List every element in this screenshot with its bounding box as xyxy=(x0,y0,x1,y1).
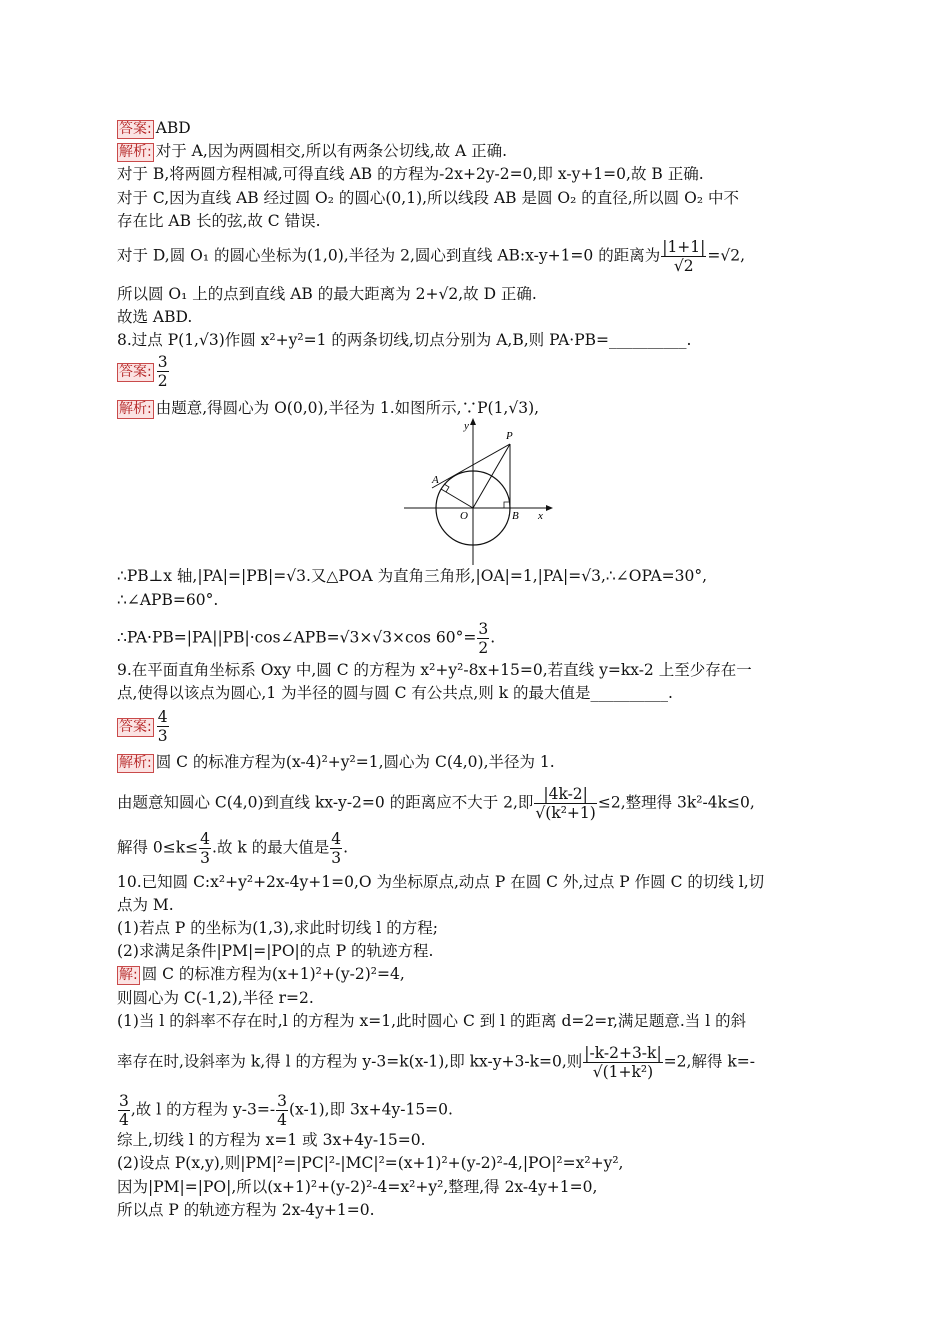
q10-part-1: (1)若点 P 的坐标为(1,3),求此时切线 l 的方程; xyxy=(117,919,438,937)
q8-step-1: ∴PB⊥x 轴,|PA|=|PB|=√3.又△POA 为直角三角形,|OA|=1,|PA|=√3,∴∠OPA=30°, xyxy=(117,567,708,585)
q9-a3-fraction-2 xyxy=(330,830,342,867)
q8-stem: 8.过点 P(1,√3)作圆 x²+y²=1 的两条切线,切点分别为 A,B,则 PA·PB=__________. xyxy=(117,331,692,349)
q7-d1-num: |1+1| xyxy=(662,238,706,256)
q9-a3-mid: .故 k 的最大值是 xyxy=(212,838,330,857)
q7-a1: 对于 A,因为两圆相交,所以有两条公切线,故 A 正确. xyxy=(155,142,508,160)
analysis-tag: 解析: xyxy=(119,144,152,160)
answer-tag: 答案: xyxy=(119,718,152,735)
q10-sol5-den2: 4 xyxy=(277,1111,287,1129)
q7-d1-end: =√2, xyxy=(707,246,746,265)
q8-answer-den: 2 xyxy=(157,372,168,390)
q10-stem-2: 点为 M. xyxy=(117,896,174,914)
q10-solution-7: (2)设点 P(x,y),则|PM|²=|PC|²-|MC|²=(x+1)²+(y-2)²-4,|PO|²=x²+y², xyxy=(117,1154,624,1172)
q7-analysis-d3: 故选 ABD. xyxy=(117,308,193,326)
label-b: B xyxy=(512,510,519,522)
label-a: A xyxy=(432,474,439,486)
q10-sol5-fraction-1 xyxy=(118,1092,130,1129)
q8-step-3 xyxy=(117,620,495,657)
q9-a2-text: 由题意知圆心 C(4,0)到直线 kx-y-2=0 的距离应不大于 2,即 xyxy=(117,793,534,812)
q9-a3-den1: 3 xyxy=(200,849,211,867)
q7-d1-den: √2 xyxy=(673,257,694,275)
q9-a2-den: √(k²+1) xyxy=(535,804,596,822)
q7-answer: ABD xyxy=(155,119,191,137)
q9-a3-num2: 4 xyxy=(331,830,342,848)
analysis-tag: 解析: xyxy=(119,401,152,417)
label-o: O xyxy=(460,510,468,522)
solution-tag: 解: xyxy=(119,967,138,983)
q10-sol5-num1: 3 xyxy=(119,1092,129,1110)
q9-a2-num: |4k-2| xyxy=(534,785,596,804)
q10-solution-5 xyxy=(117,1092,453,1129)
q10-stem-1: 10.已知圆 C:x²+y²+2x-4y+1=0,O 为坐标原点,动点 P 在圆 C 外,过点 P 作圆 C 的切线 l,切 xyxy=(117,873,765,891)
q9-analysis-2 xyxy=(117,785,755,822)
q10-sol4-fraction xyxy=(583,1044,662,1081)
q8-answer-fraction xyxy=(157,353,169,390)
q9-a3-start: 解得 0≤k≤ xyxy=(117,838,199,857)
q10-sol4-den: √(1+k²) xyxy=(592,1063,654,1081)
label-x: x xyxy=(538,510,543,522)
q8-s3-end: . xyxy=(490,628,496,647)
segment-op xyxy=(473,444,510,508)
q9-analysis-3 xyxy=(117,830,348,867)
analysis-tag: 解析: xyxy=(119,755,152,771)
q10-sol4-end: =2,解得 k=- xyxy=(663,1052,755,1071)
q7-analysis-a xyxy=(117,141,507,162)
q7-analysis-d1 xyxy=(117,238,745,275)
q7-analysis-d2: 所以圆 O₁ 上的点到直线 AB 的最大距离为 2+√2,故 D 正确. xyxy=(117,285,537,303)
q9-a3-num1: 4 xyxy=(200,830,211,848)
y-axis-arrow xyxy=(470,418,476,425)
q8-analysis-text: 由题意,得圆心为 O(0,0),半径为 1.如图所示,∵P(1,√3), xyxy=(155,399,540,417)
q10-sol5-num2: 3 xyxy=(277,1092,287,1110)
q8-answer-num: 3 xyxy=(157,353,168,371)
q7-analysis-c1: 对于 C,因为直线 AB 经过圆 O₂ 的圆心(0,1),所以线段 AB 是圆 O₂ 的直径,所以圆 O₂ 中不 xyxy=(117,189,739,207)
label-y: y xyxy=(464,420,469,432)
q9-answer-fraction xyxy=(157,708,169,745)
q8-s3-fraction xyxy=(477,620,489,657)
q8-s3-num: 3 xyxy=(478,620,489,638)
q8-answer-line xyxy=(117,353,170,390)
q9-a3-fraction-1 xyxy=(199,830,211,867)
q9-stem-1: 9.在平面直角坐标系 Oxy 中,圆 C 的方程为 x²+y²-8x+15=0,若直线 y=kx-2 上至少存在一 xyxy=(117,661,752,679)
answer-tag: 答案: xyxy=(119,121,152,137)
q10-solution-4 xyxy=(117,1044,755,1081)
q9-stem-2: 点,使得以该点为圆心,1 为半径的圆与圆 C 有公共点,则 k 的最大值是__________. xyxy=(117,684,673,702)
q7-d1-fraction xyxy=(661,238,706,275)
q10-sol5-den1: 4 xyxy=(119,1111,129,1129)
q8-s3-den: 2 xyxy=(478,639,489,657)
q10-part-2: (2)求满足条件|PM|=|PO|的点 P 的轨迹方程. xyxy=(117,942,434,960)
q10-sol4-num: |-k-2+3-k| xyxy=(584,1044,662,1062)
q9-answer-num: 4 xyxy=(157,708,168,726)
q10-solution-9: 所以点 P 的轨迹方程为 2x-4y+1=0. xyxy=(117,1201,375,1219)
q10-sol5-fraction-2 xyxy=(276,1092,288,1129)
q9-a3-end: . xyxy=(343,838,349,857)
q7-d1-text: 对于 D,圆 O₁ 的圆心坐标为(1,0),半径为 2,圆心到直线 AB:x-y+1=0 的距离为 xyxy=(117,246,661,265)
q9-a3-den2: 3 xyxy=(331,849,342,867)
label-p: P xyxy=(506,430,513,442)
q10-solution-2: 则圆心为 C(-1,2),半径 r=2. xyxy=(117,989,314,1007)
q10-sol5-mid: ,故 l 的方程为 y-3=- xyxy=(130,1100,276,1119)
q9-a2-end: ≤2,整理得 3k²-4k≤0, xyxy=(597,793,755,812)
q10-sol5-end: (x-1),即 3x+4y-15=0. xyxy=(289,1100,453,1119)
q9-analysis-1 xyxy=(117,752,555,773)
q10-sol4-text: 率存在时,设斜率为 k,得 l 的方程为 y-3=k(x-1),即 kx-y+3-k=0,则 xyxy=(117,1052,583,1071)
x-axis-arrow xyxy=(546,505,553,511)
q10-solution-8: 因为|PM|=|PO|,所以(x+1)²+(y-2)²-4=x²+y²,整理,得 2x-4y+1=0, xyxy=(117,1178,598,1196)
q10-solution-6: 综上,切线 l 的方程为 x=1 或 3x+4y-15=0. xyxy=(117,1131,426,1149)
q9-answer-den: 3 xyxy=(157,727,168,745)
q9-answer-line xyxy=(117,708,170,745)
q8-step-2: ∴∠APB=60°. xyxy=(117,591,219,609)
q7-answer-line xyxy=(117,118,191,139)
q9-analysis-text: 圆 C 的标准方程为(x-4)²+y²=1,圆心为 C(4,0),半径为 1. xyxy=(155,753,555,771)
tangent-circle-figure xyxy=(398,415,558,570)
answer-tag: 答案: xyxy=(119,363,152,380)
q10-solution-3: (1)当 l 的斜率不存在时,l 的方程为 x=1,此时圆心 C 到 l 的距离 d=2=r,满足题意.当 l 的斜 xyxy=(117,1012,747,1030)
q10-sol1: 圆 C 的标准方程为(x+1)²+(y-2)²=4, xyxy=(141,965,405,983)
q7-analysis-c2: 存在比 AB 长的弦,故 C 错误. xyxy=(117,212,321,230)
q8-s3-text: ∴PA·PB=|PA||PB|·cos∠APB=√3×√3×cos 60°= xyxy=(117,628,477,647)
q10-solution-1 xyxy=(117,964,405,985)
q7-analysis-b: 对于 B,将两圆方程相减,可得直线 AB 的方程为-2x+2y-2=0,即 x-y+1=0,故 B 正确. xyxy=(117,165,704,183)
q9-a2-fraction xyxy=(534,785,596,822)
